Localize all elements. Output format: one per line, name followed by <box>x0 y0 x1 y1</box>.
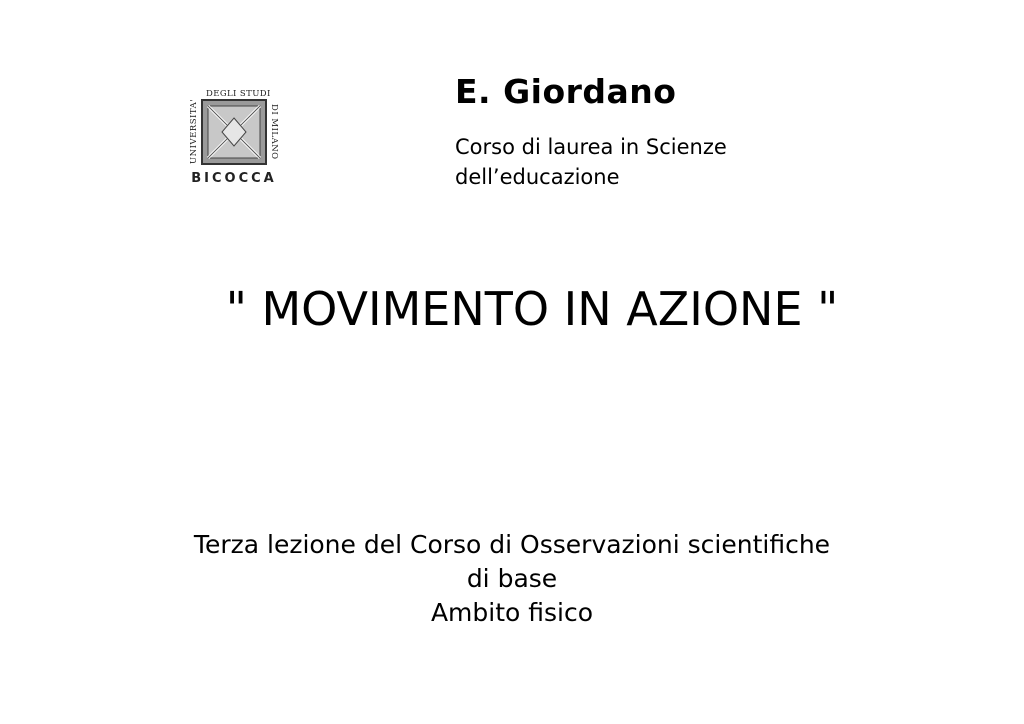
course-name <box>455 132 727 192</box>
presentation-title: " MOVIMENTO IN AZIONE " <box>225 282 839 336</box>
lecture-line-2: di base <box>466 564 558 593</box>
author-name: E. Giordano <box>455 72 677 111</box>
course-line-2: dell’educazione <box>455 165 620 189</box>
course-line-1: Corso di laurea in Scienze <box>455 135 727 159</box>
svg-text:DEGLI STUDI: DEGLI STUDI <box>206 89 271 99</box>
svg-text:DI MILANO: DI MILANO <box>269 104 279 160</box>
university-logo <box>186 86 282 186</box>
lecture-line-3: Ambito fisico <box>430 598 594 627</box>
lecture-description <box>0 528 1024 630</box>
logo-emblem-icon <box>186 86 282 186</box>
svg-text:UNIVERSITA': UNIVERSITA' <box>189 98 199 164</box>
logo-bottom-text: BICOCCA <box>191 171 277 186</box>
lecture-line-1: Terza lezione del Corso di Osservazioni scientifiche <box>193 530 831 559</box>
